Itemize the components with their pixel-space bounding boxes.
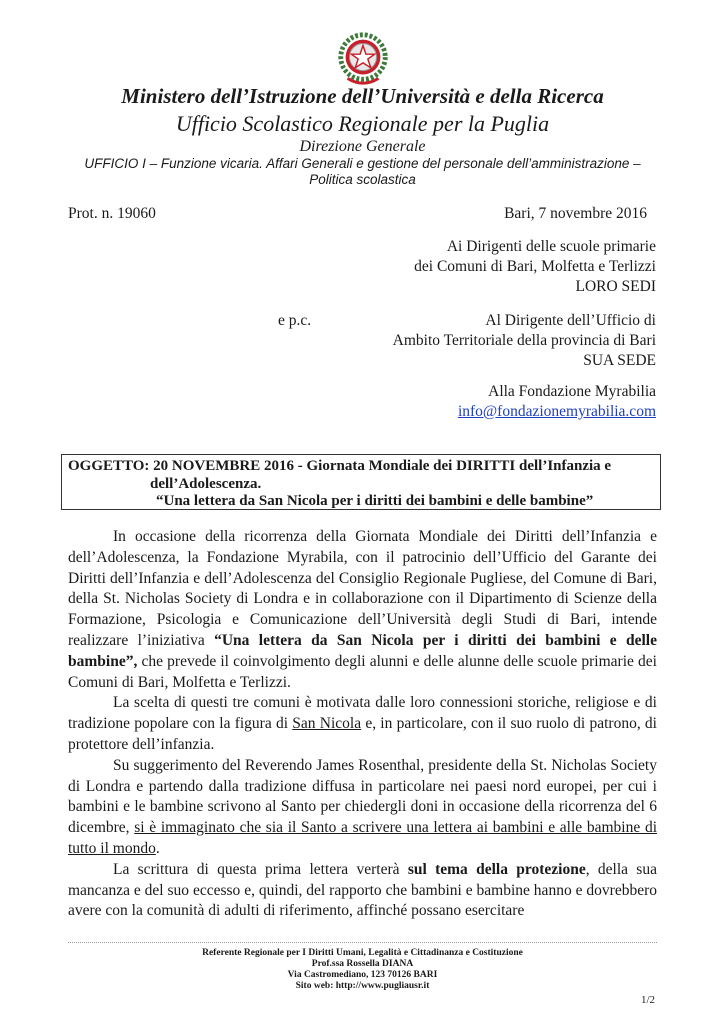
recipient-block-primary xyxy=(414,237,656,297)
italian-republic-emblem-icon xyxy=(334,30,392,88)
recipient-block-foundation xyxy=(458,382,656,422)
paragraph-text: che prevede il coinvolgimento degli alunni e delle alunne delle scuole primarie dei Comuni di Bari, Molfetta e Terlizzi. xyxy=(68,652,657,691)
subject-box xyxy=(61,454,661,510)
email-link[interactable]: info@fondazionemyrabilia.com xyxy=(457,403,656,420)
paragraph-text: , della sua mancanza e del suo eccesso e, quindi, del rapporto che bambini e bambine hanno e dovrebbero avere con la comunità di adulti di riferimento, affinché possano esercitare xyxy=(68,860,657,920)
paragraph-2 xyxy=(68,693,657,755)
footer xyxy=(0,948,725,992)
footer-line2: Prof.ssa Rossella DIANA xyxy=(311,959,414,969)
recipient-line: Ambito Territoriale della provincia di Bari xyxy=(392,332,656,349)
paragraph-text: La scrittura di questa prima lettera verterà xyxy=(113,860,408,878)
paragraph-text: . xyxy=(155,839,160,857)
recipient-line: Al Dirigente dell’Ufficio di xyxy=(485,312,656,329)
paragraph-text: La scelta di questi tre comuni è motivata dalle loro connessioni storiche, religiose e di tradizione popolare con la figura di xyxy=(68,694,657,733)
recipient-line: dei Comuni di Bari, Molfetta e Terlizzi xyxy=(414,258,656,275)
recipient-line: Ai Dirigenti delle scuole primarie xyxy=(446,238,656,255)
footer-line3: Via Castromediano, 123 70126 BARI xyxy=(287,970,438,980)
recipient-line: Alla Fondazione Myrabilia xyxy=(488,383,656,400)
ufficio-subtitle xyxy=(0,156,725,188)
direzione-title: Direzione Generale xyxy=(299,138,426,155)
san-nicola-underlined: San Nicola xyxy=(292,715,362,733)
recipient-block-cc xyxy=(393,311,656,371)
paragraph-text: In occasione della ricorrenza della Giornata Mondiale dei Diritti dell’Infanzia e dell’Adolescenza, la Fondazione Myrabila, con il patrocinio dell’Ufficio del Garante dei Diritti dell’Infanzia e dell’Adolescenza del Consiglio Regionale Pugliese, del Comune di Bari, della St. Nicholas Society di Londra e in collaborazione con il Dipartimento di Scienze della Formazione, Psicologia e Comunicazione dell’Università degli Studi di Bari, intende realizzare l’iniziativa xyxy=(68,528,657,649)
recipient-line: LORO SEDI xyxy=(575,278,656,295)
footer-divider xyxy=(68,942,657,943)
ministry-title: Ministero dell’Istruzione dell’Università e della Ricerca xyxy=(121,84,604,108)
office-title: Ufficio Scolastico Regionale per la Puglia xyxy=(175,111,550,136)
ufficio-subtitle-line1: UFFICIO I – Funzione vicaria. Affari Generali e gestione del personale dell’amministrazione – xyxy=(84,156,641,171)
subject-line2: dell’Adolescenza. xyxy=(150,475,262,492)
initiative-title: “Una lettera da San Nicola per i diritti dei bambini e delle bambine”, xyxy=(68,631,657,670)
subject-line3: “Una lettera da San Nicola per i diritti dei bambini e delle bambine” xyxy=(156,493,594,509)
ufficio-subtitle-line2: Politica scolastica xyxy=(309,172,416,187)
ep-label: e p.c. xyxy=(278,312,312,329)
footer-line1: Referente Regionale per I Diritti Umani, Legalità e Cittadinanza e Costituzione xyxy=(202,948,523,958)
paragraph-text: Su suggerimento del Reverendo James Rosenthal, presidente della St. Nicholas Society di Londra e partendo dalla tradizione diffusa in particolare nei paesi nord europei, per cui i bambini e le bambine scrivono al Santo per chiedergli doni in occasione della ricorrenza del 6 dicembre, xyxy=(68,756,657,837)
underlined-statement: si è immaginato che sia il Santo a scrivere una lettera ai bambini e alle bambine di tutto il mondo xyxy=(68,819,657,857)
paragraph-3 xyxy=(68,756,657,860)
place-date: Bari, 7 novembre 2016 xyxy=(504,205,647,222)
protocol-number: Prot. n. 19060 xyxy=(68,205,156,222)
recipient-line: SUA SEDE xyxy=(583,352,656,369)
paragraph-1 xyxy=(68,527,657,693)
paragraph-4 xyxy=(68,860,657,922)
footer-line4: Sito web: http://www.pugliausr.it xyxy=(295,981,430,991)
protection-theme: sul tema della protezione xyxy=(407,860,586,878)
letter-body xyxy=(68,527,657,922)
paragraph-text: e, in particolare, con il suo ruolo di patrono, di protettore dell’infanzia. xyxy=(68,715,657,753)
subject-line1: OGGETTO: 20 NOVEMBRE 2016 - Giornata Mondiale dei DIRITTI dell’Infanzia e xyxy=(68,458,612,474)
page-number: 1/2 xyxy=(640,994,655,1006)
